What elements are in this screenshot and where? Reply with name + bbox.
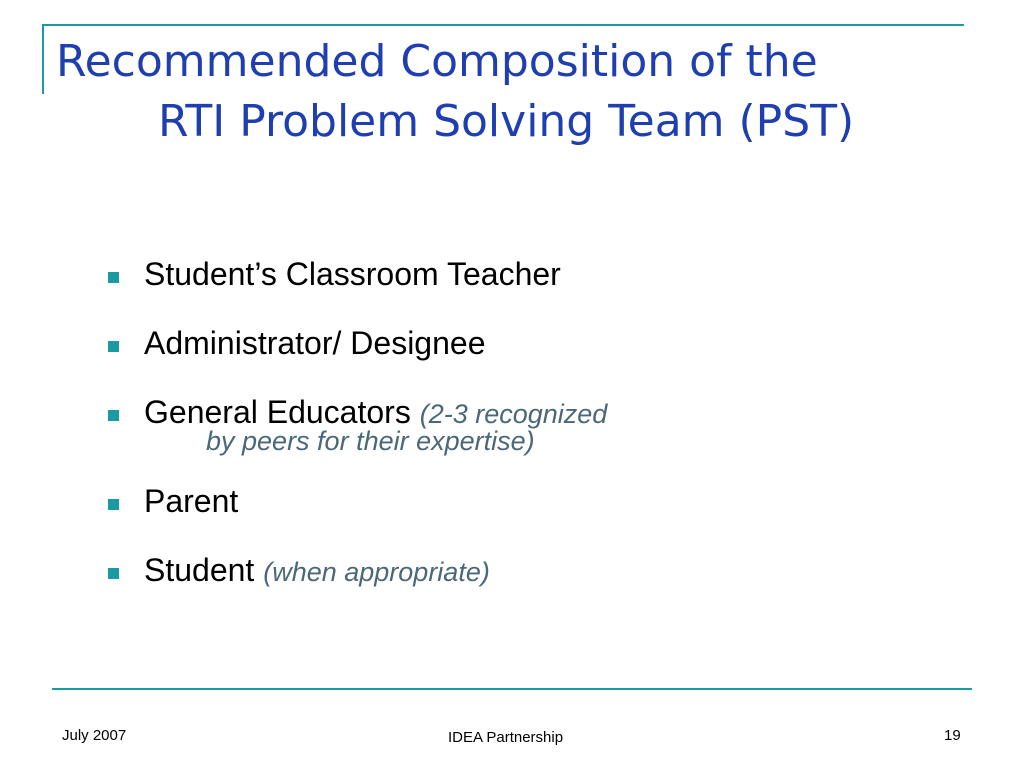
- bullet-text: Student: [144, 552, 255, 588]
- square-bullet-icon: [108, 499, 119, 510]
- footer-date: July 2007: [62, 727, 127, 744]
- square-bullet-icon: [108, 272, 119, 283]
- bullet-item: [106, 479, 607, 523]
- slide-title-line-2: RTI Problem Solving Team (PST): [158, 96, 855, 147]
- slide-title-line-1: Recommended Composition of the: [56, 36, 818, 87]
- square-bullet-icon: [108, 568, 119, 579]
- bullet-list: [106, 252, 607, 594]
- slide-title: [56, 32, 854, 152]
- bullet-note: (when appropriate): [263, 557, 490, 587]
- square-bullet-icon: [108, 341, 119, 352]
- bullet-note: (2-3 recognized: [419, 399, 608, 429]
- footer-page-number: 19: [944, 727, 961, 744]
- title-frame-left-line: [42, 24, 44, 94]
- bullet-text: General Educators: [144, 394, 411, 430]
- bullet-text: Student’s Classroom Teacher: [144, 256, 561, 292]
- bullet-text: Parent: [144, 483, 239, 519]
- bullet-text: Administrator/ Designee: [144, 325, 486, 361]
- title-frame-top-line: [42, 24, 964, 26]
- bullet-note-continuation: by peers for their expertise): [206, 426, 535, 456]
- bullet-item: [106, 252, 607, 296]
- bullet-item: [106, 321, 607, 365]
- footer-organization: IDEA Partnership: [448, 729, 564, 746]
- footer-divider: [52, 688, 972, 690]
- bullet-item: [106, 548, 607, 594]
- square-bullet-icon: [108, 410, 119, 421]
- bullet-item: [106, 390, 607, 454]
